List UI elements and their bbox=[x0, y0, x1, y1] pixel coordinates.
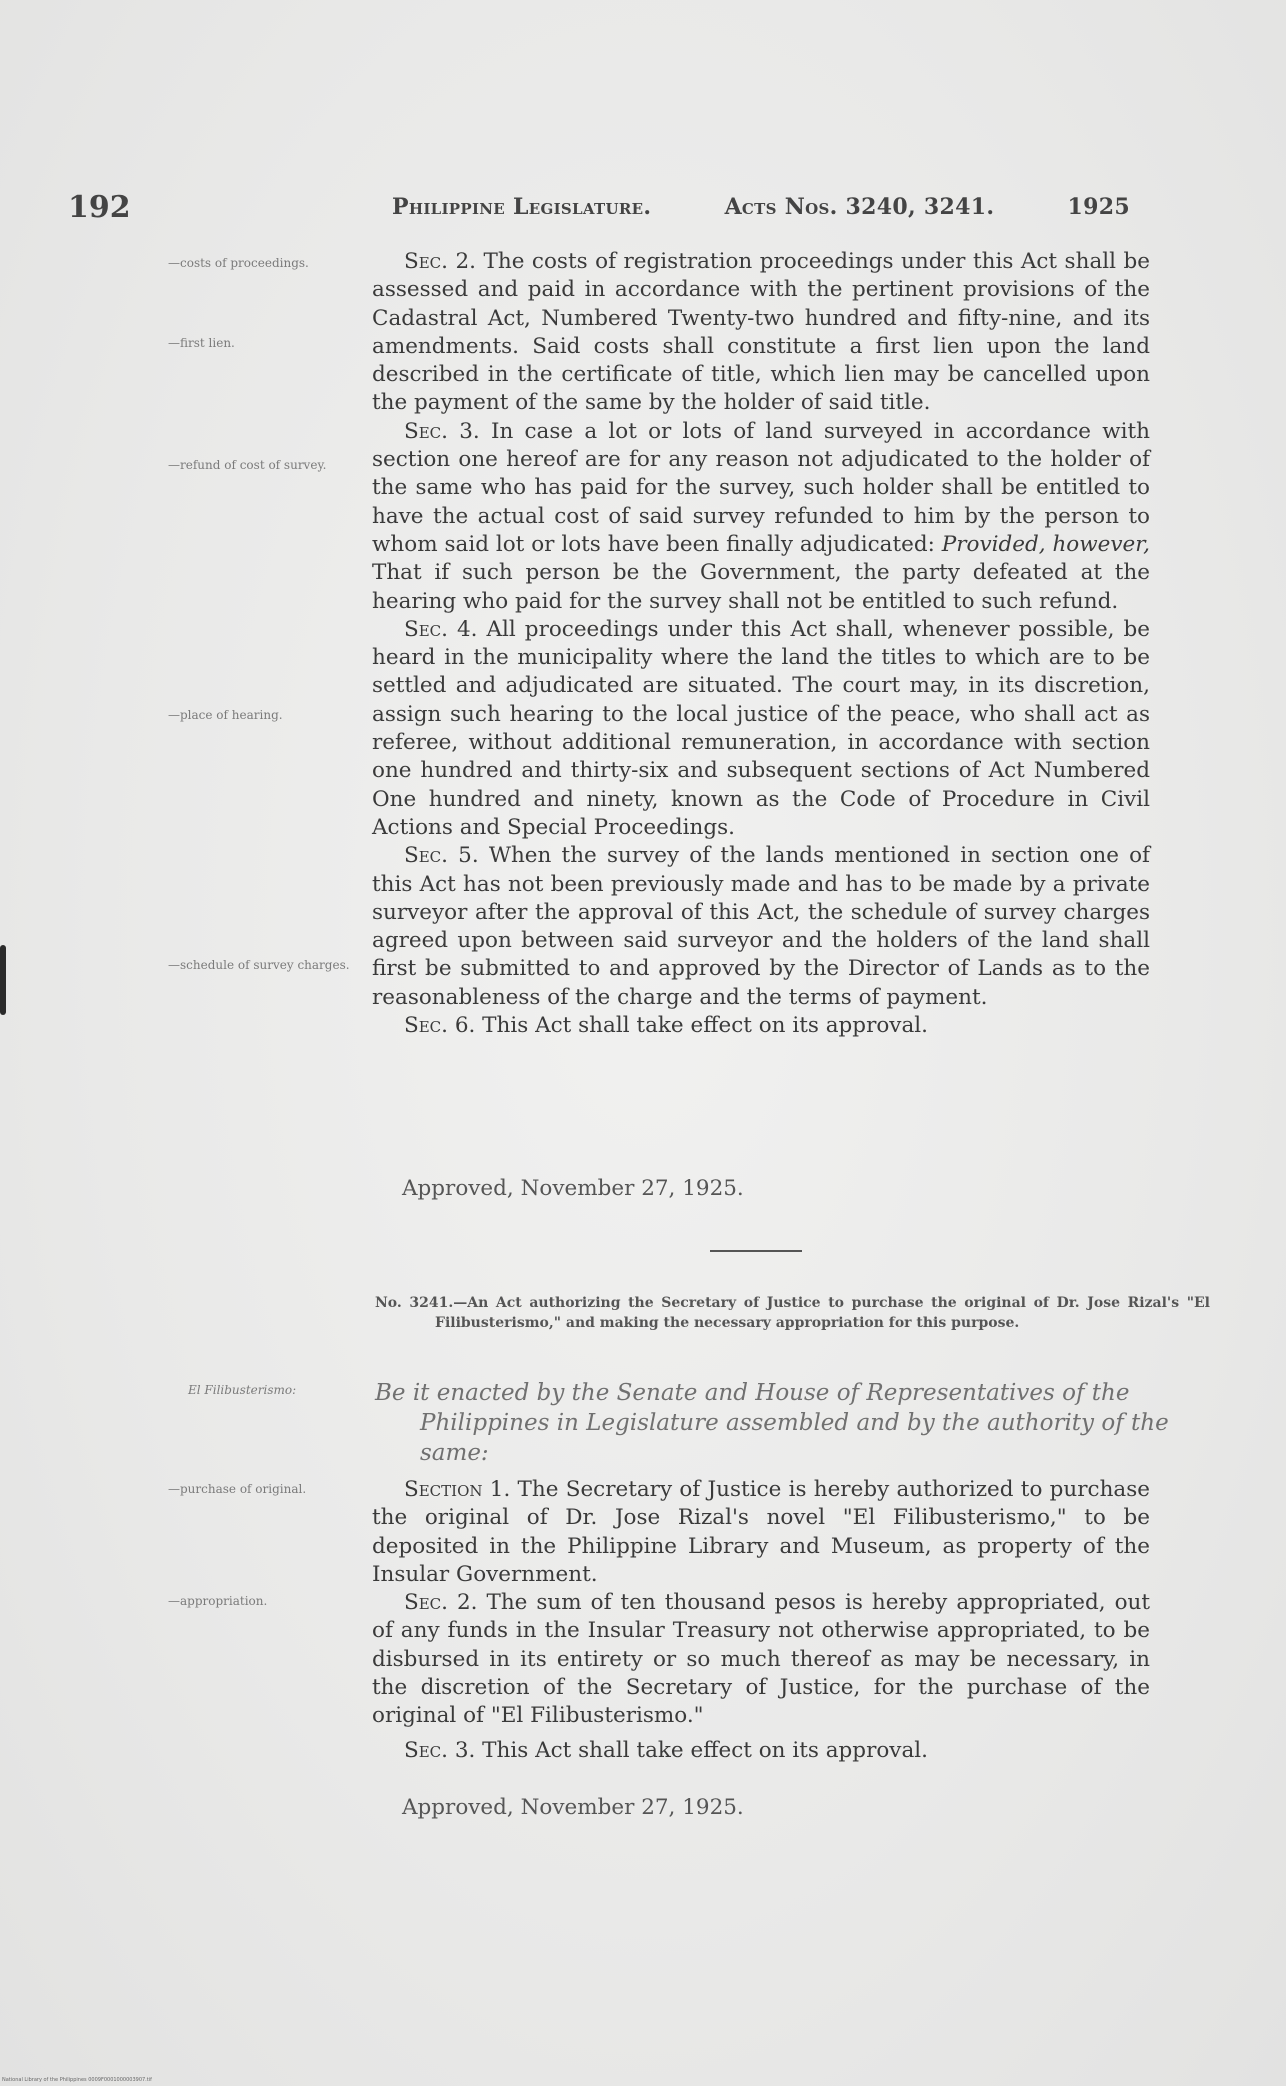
section-label: Sec. 2. bbox=[404, 1590, 478, 1616]
section-text: All proceedings under this Act shall, whenever possible, be heard in the municipality where the land the titles to which are to be settled and adjudicated are situated. The court may, in its discretion, assign such hearing to the local justice of the peace, who shall act as referee, without additional remuneration, in accordance with section one hundred and thirty-six and subsequent sections of Act Numbered One hundred and ninety, known as the Code of Procedure in Civil Actions and Special Proceedings. bbox=[372, 616, 1150, 840]
act-3241-body bbox=[372, 1476, 1150, 1765]
section-label: Sec. 2. bbox=[404, 249, 477, 274]
margin-note-hearing: —place of hearing. bbox=[168, 708, 283, 722]
act-3240-sec5 bbox=[372, 842, 1150, 1012]
act-3241-sec1 bbox=[372, 1476, 1150, 1589]
section-text: The sum of ten thousand pesos is hereby appropriated, out of any funds in the Insular Treasury not otherwise appropriated, to be disbursed in its entirety or so much thereof as may be necessary, in the discretion of the Secretary of Justice, for the purchase of the original of "El Filibusterismo." bbox=[372, 1590, 1151, 1729]
margin-note-filibusterismo: El Filibusterismo: bbox=[188, 1383, 297, 1397]
margin-note-purchase: —purchase of original. bbox=[168, 1482, 307, 1496]
smudge-mark bbox=[0, 945, 6, 1015]
section-text: When the survey of the lands mentioned in section one of this Act has not been previously made and has to be made by a private surveyor after the approval of this Act, the schedule of survey charges agreed upon between said surveyor and the holders of the land shall first be submitted to and approved by the Director of Lands as to the reasonableness of the charge and the terms of payment. bbox=[372, 843, 1150, 1010]
act-3241-summary: No. 3241.—An Act authorizing the Secretary of Justice to purchase the original of Dr. Jose Rizal's "El Filibusterismo," and making the necessary appropriation for this purpose. bbox=[375, 1295, 1210, 1331]
section-label: Section 1. bbox=[404, 1477, 511, 1502]
margin-note-appropriation: —appropriation. bbox=[168, 1594, 268, 1608]
section-text: This Act shall take effect on its approval. bbox=[475, 1013, 928, 1039]
section-label: Sec. 3. bbox=[404, 1737, 476, 1763]
section-label: Sec. 3. bbox=[404, 418, 480, 444]
act-3241-approved: Approved, November 27, 1925. bbox=[402, 1795, 744, 1820]
divider-rule bbox=[710, 1250, 802, 1252]
margin-note-costs: —costs of proceedings. bbox=[168, 256, 309, 270]
act-3241-sec3 bbox=[372, 1737, 1150, 1765]
section-text: The costs of registration proceedings under this Act shall be assessed and paid in accordance with the pertinent provisions of the Cadastral Act, Numbered Twenty-two hundred and fifty-nine, and its amendments. Said costs shall constitute a first lien upon the land described in the certificate of title, which lien may be cancelled upon the payment of the same by the holder of said title. bbox=[372, 249, 1150, 416]
act-3240-approved: Approved, November 27, 1925. bbox=[402, 1176, 744, 1201]
act-3240-body bbox=[372, 248, 1150, 1040]
running-head-acts: Acts Nos. 3240, 3241. bbox=[724, 194, 995, 220]
scan-credit: National Library of the Philippines 0009F0001000003907.tif bbox=[2, 2077, 152, 2083]
section-text: This Act shall take effect on its approval. bbox=[475, 1737, 928, 1763]
running-head-title: Philippine Legislature. bbox=[392, 194, 652, 220]
act-3240-sec4 bbox=[372, 616, 1150, 842]
section-text: In case a lot or lots of land surveyed in accordance with section one hereof are for any reason not adjudicated to the holder of the same who has paid for the survey, such holder shall be entitled to have the actual cost of said survey refunded to him by the person to whom said lot or lots have been finally adjudicated: bbox=[372, 418, 1150, 557]
margin-note-schedule: —schedule of survey charges. bbox=[168, 958, 350, 972]
section-text: That if such person be the Government, the party defeated at the hearing who paid for the survey shall not be entitled to such refund. bbox=[372, 560, 1150, 614]
section-label: Sec. 6. bbox=[404, 1013, 476, 1039]
margin-note-lien: —first lien. bbox=[168, 336, 235, 350]
page-number: 192 bbox=[68, 190, 131, 225]
enacting-clause: Be it enacted by the Senate and House of Representatives of the Philippines in Legislature assembled and by the authority of the same: bbox=[375, 1380, 1169, 1466]
act-3240-sec3 bbox=[372, 418, 1150, 616]
running-head-year: 1925 bbox=[1067, 194, 1130, 220]
section-label: Sec. 4. bbox=[404, 616, 478, 642]
margin-note-refund: —refund of cost of survey. bbox=[168, 458, 327, 472]
act-3240-sec6 bbox=[372, 1012, 1150, 1040]
section-label: Sec. 5. bbox=[404, 843, 479, 869]
section-text: The Secretary of Justice is hereby authorized to purchase the original of Dr. Jose Rizal's novel "El Filibusterismo," to be deposited in the Philippine Library and Museum, as property of the Insular Government. bbox=[372, 1477, 1151, 1587]
running-head bbox=[392, 194, 1130, 220]
act-3240-sec2 bbox=[372, 248, 1150, 418]
act-3241-sec2 bbox=[372, 1589, 1150, 1730]
proviso: Provided, however, bbox=[941, 531, 1150, 557]
